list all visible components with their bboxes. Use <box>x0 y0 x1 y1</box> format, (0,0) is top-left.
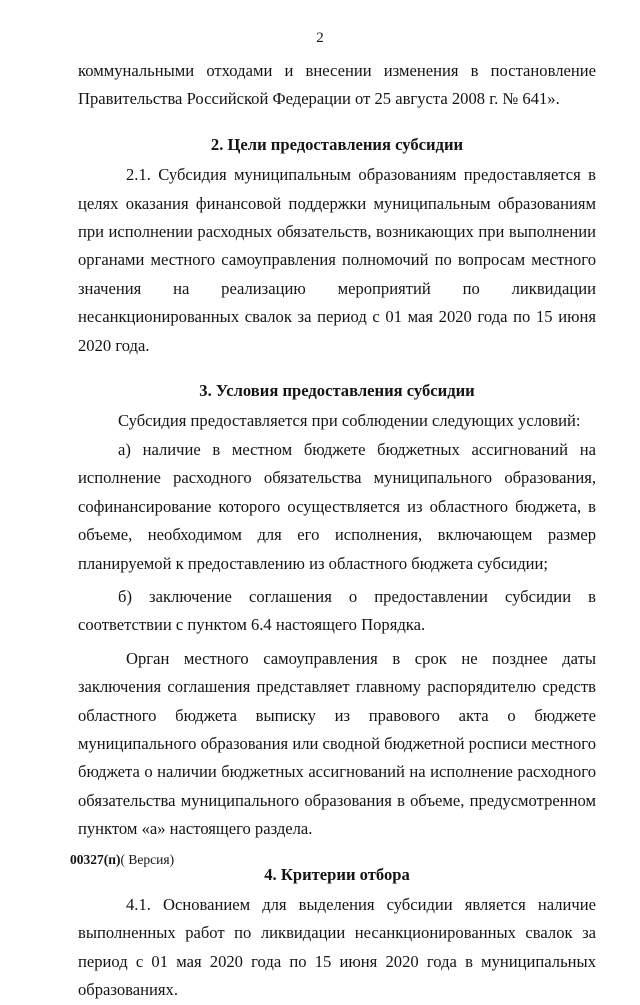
section-3-paragraph-4: Орган местного самоуправления в срок не позднее даты заключения соглашения представляет главному распорядителю средств областного бюджета выписку из правового акта о бюджете муниципального образования или сводной бюджетной росписи местного бюджета о наличии бюджетных ассигнований на исполнение расходного обязательства муниципального образования в объеме, предусмотренном пунктом «а» настоящего раздела. <box>78 648 596 839</box>
section-4-paragraph-1: 4.1. Основанием для выделения субсидии является наличие выполненных работ по ликвидации несанкционированных свалок за период с 01 мая 2020 года по 15 июня 2020 года в муниципальных образованиях. <box>78 894 596 1000</box>
intro-paragraph: коммунальными отходами и внесении изменения в постановление Правительства Российской Федерации от 25 августа 2008 г. № 641». <box>78 61 596 109</box>
section-3-paragraph-1: Субсидия предоставляется при соблюдении следующих условий: <box>118 411 581 431</box>
page-number: 2 <box>316 30 324 46</box>
section-3-condition-a: а) наличие в местном бюджете бюджетных ассигнований на исполнение расходного обязательства муниципального образования, софинансирование которого осуществляется из областного бюджета, в объеме, необходимом для его исполнения, включающем размер планируемой к предоставлению из областного бюджета субсидии; <box>78 439 596 573</box>
footer-version: ( Версия) <box>120 852 175 867</box>
section-3-condition-b: б) заключение соглашения о предоставлении субсидии в соответствии с пунктом 6.4 настоящего Порядка. <box>78 586 596 635</box>
footer <box>70 852 174 868</box>
section-2-heading: 2. Цели предоставления субсидии <box>210 134 464 154</box>
section-4-heading: 4. Критерии отбора <box>264 864 410 884</box>
section-3-heading: 3. Условия предоставления субсидии <box>199 381 475 401</box>
footer-doc-code: 00327(п) <box>70 852 121 867</box>
section-2-paragraph-1: 2.1. Субсидия муниципальным образованиям предоставляется в целях оказания финансовой поддержки муниципальным образованиям при исполнении расходных обязательств, возникающих при выполнении органами местного самоуправления полномочий по вопросам местного значения на реализацию мероприятий по ликвидации несанкционированных свалок за период с 01 мая 2020 года по 15 июня 2020 года. <box>78 165 596 355</box>
